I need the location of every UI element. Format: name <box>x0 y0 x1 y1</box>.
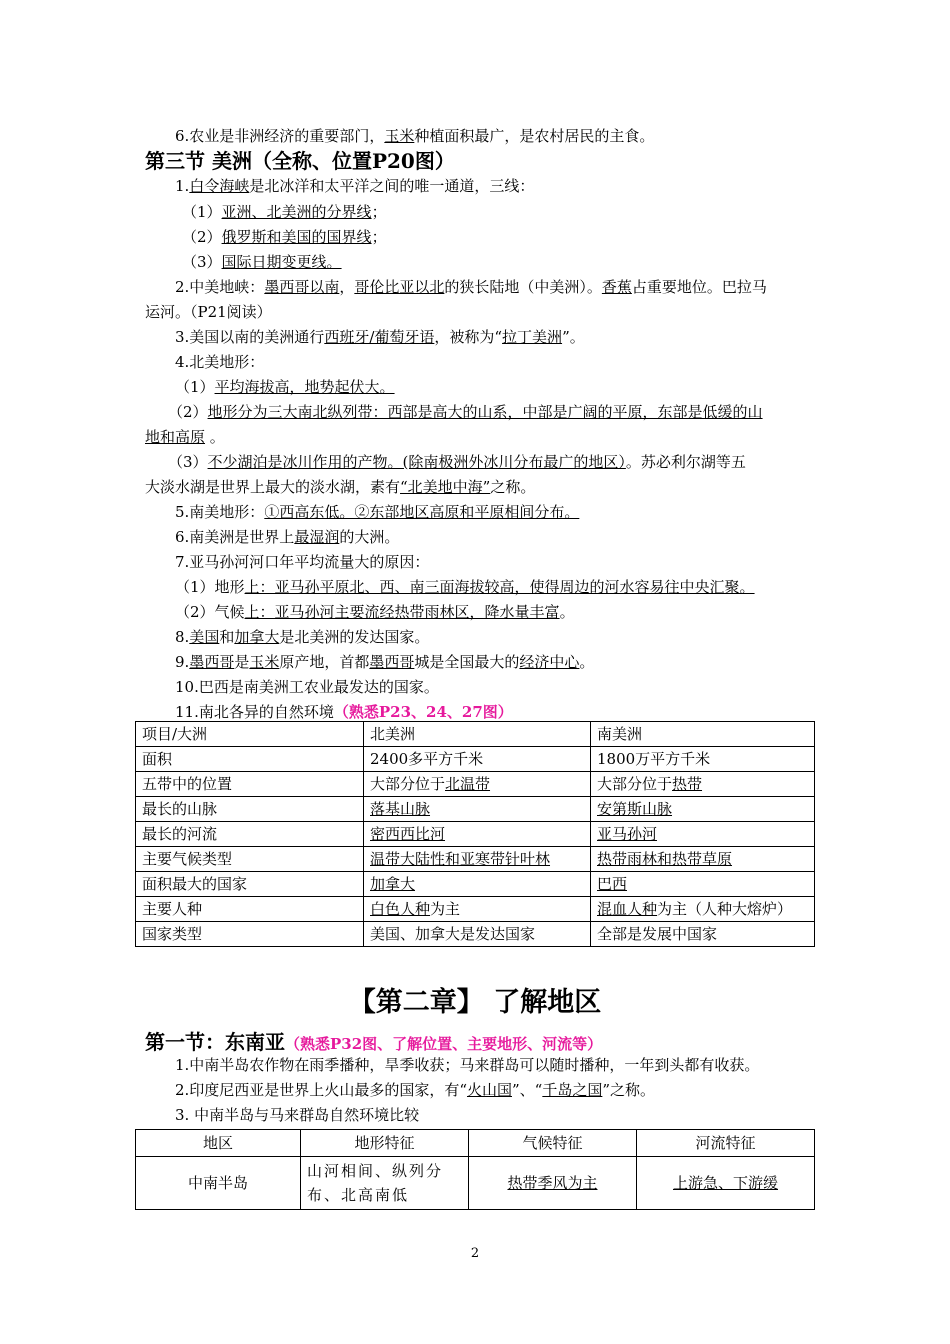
text-segment: 加拿大 <box>234 628 280 646</box>
cell-text: 大部分位于 <box>370 775 446 793</box>
text-segment: ”、“ <box>512 1081 543 1099</box>
table-cell: 主要气候类型 <box>136 847 364 872</box>
section-title-southeast-asia <box>145 1028 602 1058</box>
table-cell: 面积最大的国家 <box>136 872 364 897</box>
text-segment: 6.南美洲是世界上 <box>175 528 295 546</box>
text-segment: 拉丁美洲 <box>502 328 563 346</box>
text-segment: 哥伦比亚以北 <box>354 278 445 296</box>
terrain-cell <box>301 1157 469 1210</box>
page-number: 2 <box>470 1246 480 1261</box>
text-segment: 国际日期变更线。 <box>221 253 342 271</box>
text-segment: 玉米 <box>249 653 280 671</box>
text-segment: 白令海峡 <box>189 177 250 195</box>
text-segment: 8. <box>175 628 190 646</box>
table-cell: 亚马孙河 <box>591 822 815 847</box>
text-segment: 墨西哥 <box>369 653 415 671</box>
text-segment: 墨西哥 <box>189 653 235 671</box>
text-segment: 经济中心 <box>519 653 580 671</box>
text-segment: （2） <box>168 403 208 421</box>
text-segment: 墨西哥以南 <box>264 278 340 296</box>
text-segment: ，被称为“ <box>434 328 503 346</box>
text-line <box>175 375 845 399</box>
text-line <box>145 425 815 449</box>
text-segment: 2.中美地峡： <box>175 278 265 296</box>
terrain-line: 布、北高南低 <box>307 1186 410 1204</box>
table-cell <box>591 772 815 797</box>
table-cell: 温带大陆性和亚寒带针叶林 <box>364 847 591 872</box>
text-segment: 西班牙/葡萄牙语 <box>324 328 435 346</box>
text-line <box>175 325 845 349</box>
header-cell: 河流特征 <box>637 1130 815 1157</box>
text-segment: 平均海拔高，地势起伏大。 <box>214 378 395 396</box>
text-line <box>175 275 845 299</box>
text-segment: 上：亚马孙河主要流经热带雨林区，降水量丰富 <box>244 603 560 621</box>
cell-text-underlined: 混血人种 <box>597 900 658 918</box>
table-cell: 五带中的位置 <box>136 772 364 797</box>
text-segment: （3） <box>182 253 222 271</box>
text-segment: 玉米 <box>384 127 415 145</box>
text-segment: 。 <box>579 653 595 671</box>
table-cell: 安第斯山脉 <box>591 797 815 822</box>
text-line <box>182 200 852 224</box>
table-cell: 巴西 <box>591 872 815 897</box>
text-segment: 是 <box>234 653 250 671</box>
text-segment: 原产地，首都 <box>279 653 370 671</box>
text-line <box>175 600 845 624</box>
table-cell: 密西西比河 <box>364 822 591 847</box>
text-line <box>175 650 845 674</box>
climate-cell: 热带季风为主 <box>469 1157 637 1210</box>
table-row <box>136 797 815 822</box>
text-line <box>145 300 815 324</box>
table-row <box>136 922 815 947</box>
text-segment: ”之称。 <box>602 1081 656 1099</box>
text-line <box>175 124 845 148</box>
text-segment: 3.美国以南的美洲通行 <box>175 328 325 346</box>
section-title-americas: 第三节 美洲（全称、位置P20图） <box>145 149 455 173</box>
americas-comparison-table <box>135 721 815 947</box>
table-cell <box>364 897 591 922</box>
table-cell: 南美洲 <box>591 722 815 747</box>
text-segment: 占重要地位。巴拉马 <box>631 278 767 296</box>
text-segment: 香蕉 <box>601 278 632 296</box>
table-row <box>136 822 815 847</box>
text-segment: 之称。 <box>490 478 536 496</box>
text-segment: 运河。（P21阅读） <box>145 303 272 321</box>
section-title-text: 第一节：东南亚 <box>145 1030 285 1054</box>
cell-text: 为主（人种大熔炉） <box>657 900 793 918</box>
text-line <box>175 525 845 549</box>
text-segment: 城是全国最大的 <box>414 653 520 671</box>
table-cell: 项目/大洲 <box>136 722 364 747</box>
text-line <box>175 350 845 374</box>
table-cell: 北美洲 <box>364 722 591 747</box>
table-row <box>136 747 815 772</box>
text-line <box>168 450 838 474</box>
table-cell: 国家类型 <box>136 922 364 947</box>
text-segment: 。苏必利尔湖等五 <box>625 453 746 471</box>
cell-text-underlined: 热带 <box>672 775 703 793</box>
text-segment: 是北美洲的发达国家。 <box>279 628 430 646</box>
text-segment: ； <box>371 228 387 246</box>
table-row <box>136 872 815 897</box>
region-cell: 中南半岛 <box>136 1157 301 1210</box>
text-segment: 11.南北各异的自然环境 <box>175 703 334 721</box>
text-line <box>168 400 838 424</box>
text-segment: 是北冰洋和太平洋之间的唯一通道，三线： <box>249 177 535 195</box>
text-segment: 火山国 <box>466 1081 512 1099</box>
terrain-line: 山河相间、纵列分 <box>307 1162 444 1180</box>
text-segment: 和 <box>219 628 235 646</box>
text-segment: 。 <box>205 428 225 446</box>
text-segment: 。 <box>559 603 575 621</box>
text-segment: ①西高东低。②东部地区高原和平原相间分布。 <box>264 503 580 521</box>
text-segment: 3. 中南半岛与马来群岛自然环境比较 <box>175 1106 420 1124</box>
text-segment: （1） <box>175 378 215 396</box>
text-segment: 6.农业是非洲经济的重要部门， <box>175 127 385 145</box>
table-cell: 落基山脉 <box>364 797 591 822</box>
table-row <box>136 722 815 747</box>
text-segment: 4.北美地形： <box>175 353 265 371</box>
text-segment: 1. <box>175 177 190 195</box>
section-note: （熟悉P32图、了解位置、主要地形、河流等） <box>285 1035 603 1053</box>
text-segment: 美国 <box>189 628 220 646</box>
text-segment: （熟悉P23、24、27图） <box>333 703 513 721</box>
text-segment: 上：亚马孙平原北、西、南三面海拔较高，使得周边的河水容易往中央汇聚。 <box>244 578 755 596</box>
text-segment: 9. <box>175 653 190 671</box>
table-cell: 全部是发展中国家 <box>591 922 815 947</box>
text-segment: （3） <box>168 453 208 471</box>
text-line <box>175 174 845 198</box>
text-segment: 不少湖泊是冰川作用的产物。(除南极洲外冰川分布最广的地区） <box>207 453 626 471</box>
table-cell <box>364 772 591 797</box>
table-cell: 1800万平方千米 <box>591 747 815 772</box>
table-cell: 2400多平方千米 <box>364 747 591 772</box>
table-row <box>136 847 815 872</box>
text-segment: 的大洲。 <box>339 528 400 546</box>
table-cell: 最长的山脉 <box>136 797 364 822</box>
text-segment: 种植面积最广，是农村居民的主食。 <box>414 127 655 145</box>
text-segment: ， <box>339 278 355 296</box>
text-segment: 2.印度尼西亚是世界上火山最多的国家，有“ <box>175 1081 467 1099</box>
text-line <box>175 500 845 524</box>
table-header-row <box>136 1130 815 1157</box>
text-segment: 的狭长陆地（中美洲）。 <box>444 278 602 296</box>
text-segment: 千岛之国 <box>542 1081 603 1099</box>
text-segment: 大淡水湖是世界上最大的淡水湖，素有 <box>145 478 401 496</box>
table-cell: 美国、加拿大是发达国家 <box>364 922 591 947</box>
cell-text: 为主 <box>430 900 461 918</box>
text-segment: （1）地形 <box>175 578 245 596</box>
table-cell <box>591 897 815 922</box>
table-cell: 加拿大 <box>364 872 591 897</box>
header-cell: 地区 <box>136 1130 301 1157</box>
table-cell: 最长的河流 <box>136 822 364 847</box>
text-segment: ”。 <box>562 328 585 346</box>
southeast-asia-comparison-table <box>135 1129 815 1210</box>
text-segment: 亚洲、北美洲的分界线 <box>221 203 372 221</box>
text-line <box>182 225 852 249</box>
text-line <box>182 250 852 274</box>
text-line <box>175 550 845 574</box>
text-line <box>175 1103 845 1127</box>
text-segment: （2） <box>182 228 222 246</box>
text-line <box>175 575 845 599</box>
text-segment: 7.亚马孙河河口年平均流量大的原因： <box>175 553 430 571</box>
table-cell: 主要人种 <box>136 897 364 922</box>
table-row <box>136 897 815 922</box>
chapter-title: 【第二章】 了解地区 <box>348 987 602 1018</box>
text-segment: 1.中南半岛农作物在雨季播种，旱季收获；马来群岛可以随时播种，一年到头都有收获。 <box>175 1056 760 1074</box>
text-segment: ； <box>371 203 387 221</box>
table-cell: 热带雨林和热带草原 <box>591 847 815 872</box>
text-line <box>175 1078 845 1102</box>
cell-text: 大部分位于 <box>597 775 673 793</box>
text-line <box>145 475 815 499</box>
header-cell: 气候特征 <box>469 1130 637 1157</box>
text-line <box>175 625 845 649</box>
table-row <box>136 772 815 797</box>
text-segment: 最湿润 <box>294 528 340 546</box>
text-segment: “北美地中海” <box>400 478 491 496</box>
river-cell: 上游急、下游缓 <box>637 1157 815 1210</box>
text-segment: 俄罗斯和美国的国界线 <box>221 228 372 246</box>
header-cell: 地形特征 <box>301 1130 469 1157</box>
text-segment: 地形分为三大南北纵列带：西部是高大的山系，中部是广阔的平原，东部是低缓的山 <box>207 403 763 421</box>
text-segment: 5.南美地形： <box>175 503 265 521</box>
table-cell: 面积 <box>136 747 364 772</box>
cell-text-underlined: 北温带 <box>445 775 491 793</box>
text-line <box>175 675 845 699</box>
cell-text-underlined: 白色人种 <box>370 900 431 918</box>
table-row <box>136 1157 815 1210</box>
text-segment: （2）气候 <box>175 603 245 621</box>
text-segment: （1） <box>182 203 222 221</box>
text-segment: 地和高原 <box>145 428 206 446</box>
text-segment: 10.巴西是南美洲工农业最发达的国家。 <box>175 678 439 696</box>
